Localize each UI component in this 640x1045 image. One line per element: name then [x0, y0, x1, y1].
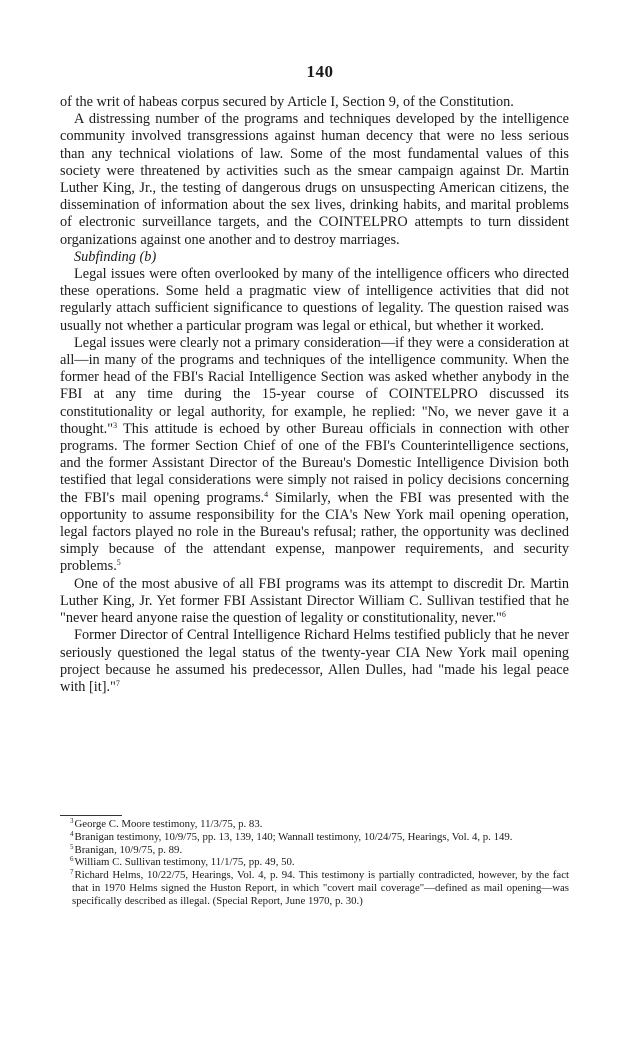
footnote-text: Branigan testimony, 10/9/75, pp. 13, 139, 140; Wannall testimony, 10/24/75, Hearings, Vol. 4, p. 149.: [74, 830, 513, 843]
paragraph: [60, 627, 569, 696]
footnote-text: George C. Moore testimony, 11/3/75, p. 83.: [74, 818, 263, 830]
footnote: [60, 844, 569, 857]
footnotes: [60, 815, 569, 908]
paragraph: [60, 335, 569, 576]
paragraph: of the writ of habeas corpus secured by Article I, Section 9, of the Constitution.: [60, 94, 514, 110]
footnote-mark: 4: [70, 829, 74, 838]
paragraph: Legal issues were often overlooked by many of the intelligence officers who directed these operations. Some held a pragmatic view of intelligence activities that did not regularly attach sufficient significance to questions of legality. The question raised was usually not whether a particular program was legal or ethical, but whether it worked.: [60, 266, 569, 334]
footnote: [60, 831, 569, 844]
footnote: [60, 818, 569, 831]
subheading: Subfinding (b): [74, 248, 157, 265]
footnote-text: Richard Helms, 10/22/75, Hearings, Vol. 4, p. 94. This testimony is partially contradicted, however, by the fact that in 1970 Helms signed the Huston Report, in which "covert mail coverage"—defined as mail opening—was specifically described as illegal. (Special Report, June 1970, p. 30.): [72, 869, 569, 907]
footnote-ref: 4: [264, 489, 269, 499]
footnote-mark: 7: [70, 868, 74, 877]
paragraph: [60, 576, 569, 628]
footnote-text: William C. Sullivan testimony, 11/1/75, pp. 49, 50.: [74, 856, 295, 869]
page-number: 140: [306, 62, 334, 81]
footnote: [60, 869, 569, 907]
footnote: [60, 856, 569, 869]
paragraph-text: Legal issues were clearly not a primary consideration—if they were a consideration at all—in many of the programs and techniques of the intelligence community. When the former head of the FBI's Racial Intelligence Section was asked whether anybody in the FBI at any time during the 15-year course of COINTELPRO discussed its constitutionality or legal authority, for example, he replied: "No, we never gave it a thought.": [60, 334, 569, 437]
footnote-divider: [60, 815, 122, 816]
paragraph-text: Similarly, when the FBI was presented with the opportunity to assume responsibility for the CIA's New York mail opening operation, legal factors played no role in the Bureau's refusal; rather, the opportunity was declined simply because of the attendant expense, manpower requirements, and security problems.: [60, 489, 569, 575]
footnote-text: Branigan, 10/9/75, p. 89.: [74, 843, 183, 856]
footnote-ref: 3: [113, 420, 118, 430]
footnote-ref: 5: [116, 558, 121, 568]
paragraph-text: One of the most abusive of all FBI programs was its attempt to discredit Dr. Martin Luther King, Jr. Yet former FBI Assistant Director William C. Sullivan testified that he "never heard anyone raise the question of legality or constitutionality, never.": [60, 575, 569, 627]
footnote-mark: 3: [70, 817, 74, 825]
paragraph-text: This attitude is echoed by other Bureau officials in connection with other programs. The former Section Chief of one of the FBI's Counterintelligence sections, and the former Assistant Director of the Bureau's Domestic Intelligence Division both testified that legal considerations were simply not raised in policy decisions concerning the FBI's mail opening programs.: [60, 420, 569, 506]
footnote-ref: 7: [115, 678, 120, 688]
footnote-mark: 5: [70, 842, 74, 851]
footnote-mark: 6: [70, 855, 74, 864]
body-text: [60, 94, 569, 696]
paragraph-text: Former Director of Central Intelligence Richard Helms testified publicly that he never seriously questioned the legal status of the twenty-year CIA New York mail opening project because he assumed his predecessor, Allen Dulles, had "made his legal peace with [it].": [60, 627, 569, 695]
footnote-ref: 6: [501, 610, 506, 620]
paragraph: A distressing number of the programs and techniques developed by the intelligence community involved transgressions against human decency that were no less serious than any technical violations of law. Some of the most fundamental values of this society were threatened by activities such as the smear campaign against Dr. Martin Luther King, Jr., the testing of dangerous drugs on unsuspecting American citizens, the dissemination of information about the sex lives, drinking habits, and marital problems of electronic surveillance targets, and the COINTELPRO attempts to turn dissident organizations against one another and to destroy marriages.: [60, 111, 569, 248]
